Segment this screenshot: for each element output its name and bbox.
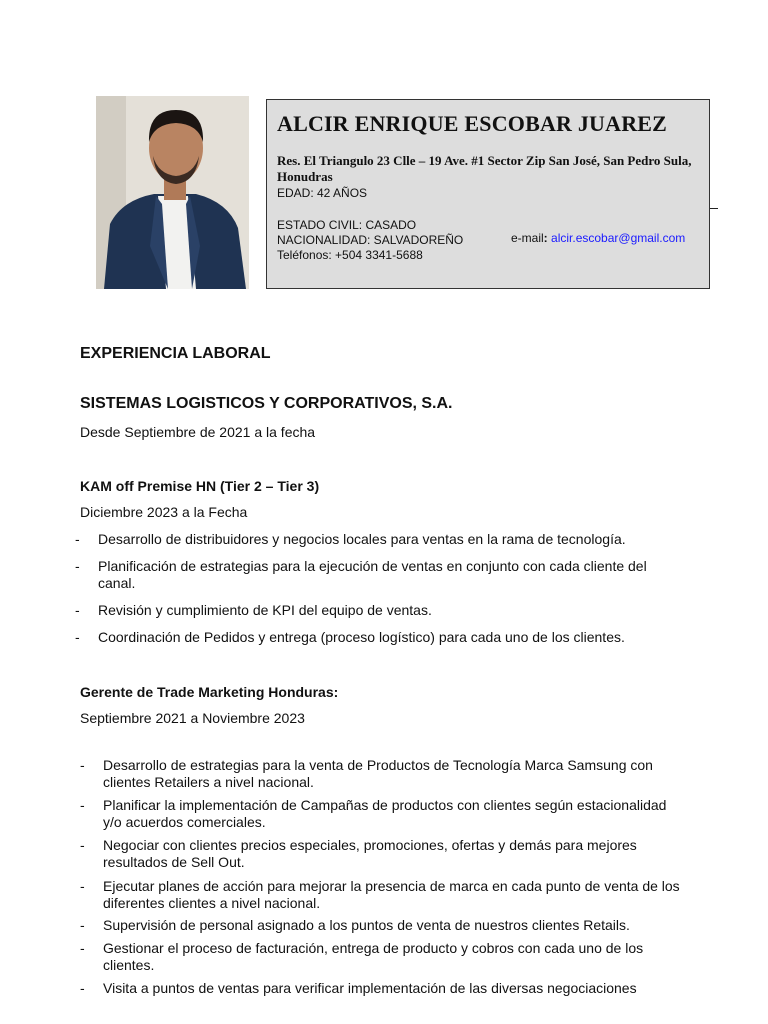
divider-tick [710, 208, 718, 209]
email-link[interactable]: alcir.escobar@gmail.com [551, 231, 686, 245]
profile-photo [96, 96, 249, 289]
job-title: KAM off Premise HN (Tier 2 – Tier 3) [80, 478, 320, 494]
bullet-text: Revisión y cumplimiento de KPI del equipo de ventas. [98, 602, 432, 618]
bullet-text: Supervisión de personal asignado a los puntos de venta de nuestros clientes Retails. [103, 917, 630, 933]
contact-info-box [266, 99, 710, 289]
bullet-dash: - [80, 878, 85, 894]
bullet-dash: - [75, 531, 80, 547]
bullet-dash: - [80, 757, 85, 773]
email-colon: : [543, 231, 548, 245]
age: EDAD: 42 AÑOS [277, 186, 368, 200]
job-period: Diciembre 2023 a la Fecha [80, 504, 248, 520]
bullet-dash: - [80, 940, 85, 956]
section-title: EXPERIENCIA LABORAL [80, 345, 271, 362]
phones: Teléfonos: +504 3341-5688 [277, 248, 423, 262]
email-label: e-mail [511, 231, 544, 245]
bullet-text: Gestionar el proceso de facturación, entrega de producto y cobros con cada uno de los clientes. [103, 940, 644, 973]
bullet-dash: - [75, 629, 80, 645]
email-line [511, 231, 685, 245]
bullet-text: Planificar la implementación de Campañas de productos con clientes según estacionalidad y/o acuerdos comerciales. [103, 797, 667, 830]
address: Res. El Triangulo 23 Clle – 19 Ave. #1 Sector Zip San José, San Pedro Sula, Honudras [277, 153, 692, 184]
bullet-dash: - [80, 837, 85, 853]
bullet-text: Desarrollo de estrategias para la venta de Productos de Tecnología Marca Samsung con clientes Retailers a nivel nacional. [103, 757, 653, 790]
bullet-dash: - [75, 602, 80, 618]
civil-status: ESTADO CIVIL: CASADO [277, 218, 417, 232]
company-period: Desde Septiembre de 2021 a la fecha [80, 424, 316, 440]
company-name: SISTEMAS LOGISTICOS Y CORPORATIVOS, S.A. [80, 395, 453, 412]
bullet-dash: - [80, 917, 85, 933]
nationality: NACIONALIDAD: SALVADOREÑO [277, 233, 464, 247]
candidate-name: ALCIR ENRIQUE ESCOBAR JUAREZ [277, 111, 668, 136]
bullet-text: Coordinación de Pedidos y entrega (proceso logístico) para cada uno de los clientes. [98, 629, 625, 645]
job-period: Septiembre 2021 a Noviembre 2023 [80, 710, 305, 726]
bullet-dash: - [80, 797, 85, 813]
bullet-dash: - [75, 558, 80, 574]
bullet-text: Planificación de estrategias para la ejecución de ventas en conjunto con cada cliente del canal. [98, 558, 647, 591]
bullet-text: Desarrollo de distribuidores y negocios locales para ventas en la rama de tecnología. [98, 531, 626, 547]
bullet-dash: - [80, 980, 85, 996]
bullet-text: Visita a puntos de ventas para verificar implementación de las diversas negociaciones [103, 980, 637, 996]
job-title: Gerente de Trade Marketing Honduras: [80, 684, 339, 700]
bullet-text: Ejecutar planes de acción para mejorar la presencia de marca en cada punto de venta de los diferentes clientes a nivel nacional. [103, 878, 680, 911]
bullet-text: Negociar con clientes precios especiales, promociones, ofertas y demás para mejores resultados de Sell Out. [103, 837, 637, 870]
